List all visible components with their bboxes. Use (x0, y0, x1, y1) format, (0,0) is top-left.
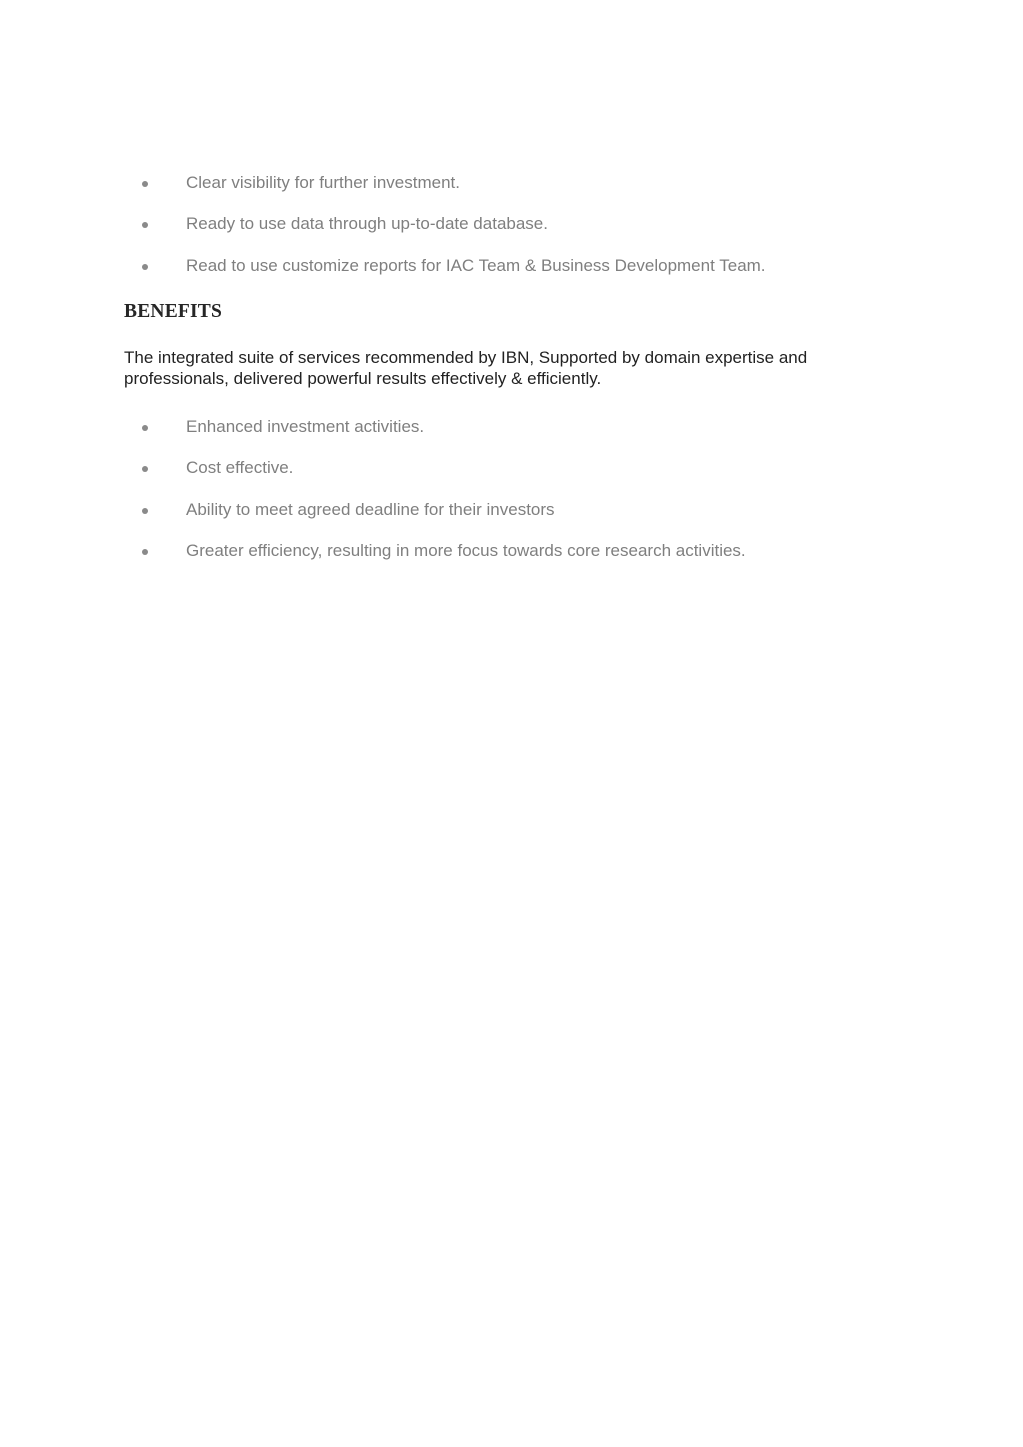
list-item (0, 255, 1023, 296)
list-item (0, 416, 1023, 457)
list-item-text: Enhanced investment activities. (186, 417, 425, 436)
bullet-icon (142, 508, 148, 514)
outcomes-bullet-list (0, 172, 1023, 296)
list-item-text: Ready to use data through up-to-date database. (186, 214, 548, 234)
bullet-icon (142, 264, 148, 270)
benefits-heading: BENEFITS (124, 301, 223, 322)
list-item (0, 213, 1023, 254)
bullet-icon (142, 549, 148, 555)
list-item (0, 457, 1023, 498)
list-item (0, 540, 1023, 581)
list-item-text: Ability to meet agreed deadline for their investors (186, 499, 555, 519)
bullet-icon (142, 425, 148, 431)
list-item (0, 499, 1023, 540)
list-item-text: Greater efficiency, resulting in more focus towards core research activities. (186, 540, 746, 560)
benefits-intro-paragraph: The integrated suite of services recommended by IBN, Supported by domain expertise and professionals, delivered powerful results effectively & efficiently. (124, 348, 808, 388)
bullet-icon (142, 181, 148, 187)
list-item-text: Clear visibility for further investment. (186, 173, 460, 192)
benefits-bullet-list (0, 416, 1023, 581)
list-item (0, 172, 1023, 213)
list-item-text: Cost effective. (186, 458, 294, 478)
bullet-icon (142, 222, 148, 228)
bullet-icon (142, 466, 148, 472)
list-item-text: Read to use customize reports for IAC Team & Business Development Team. (186, 255, 766, 275)
